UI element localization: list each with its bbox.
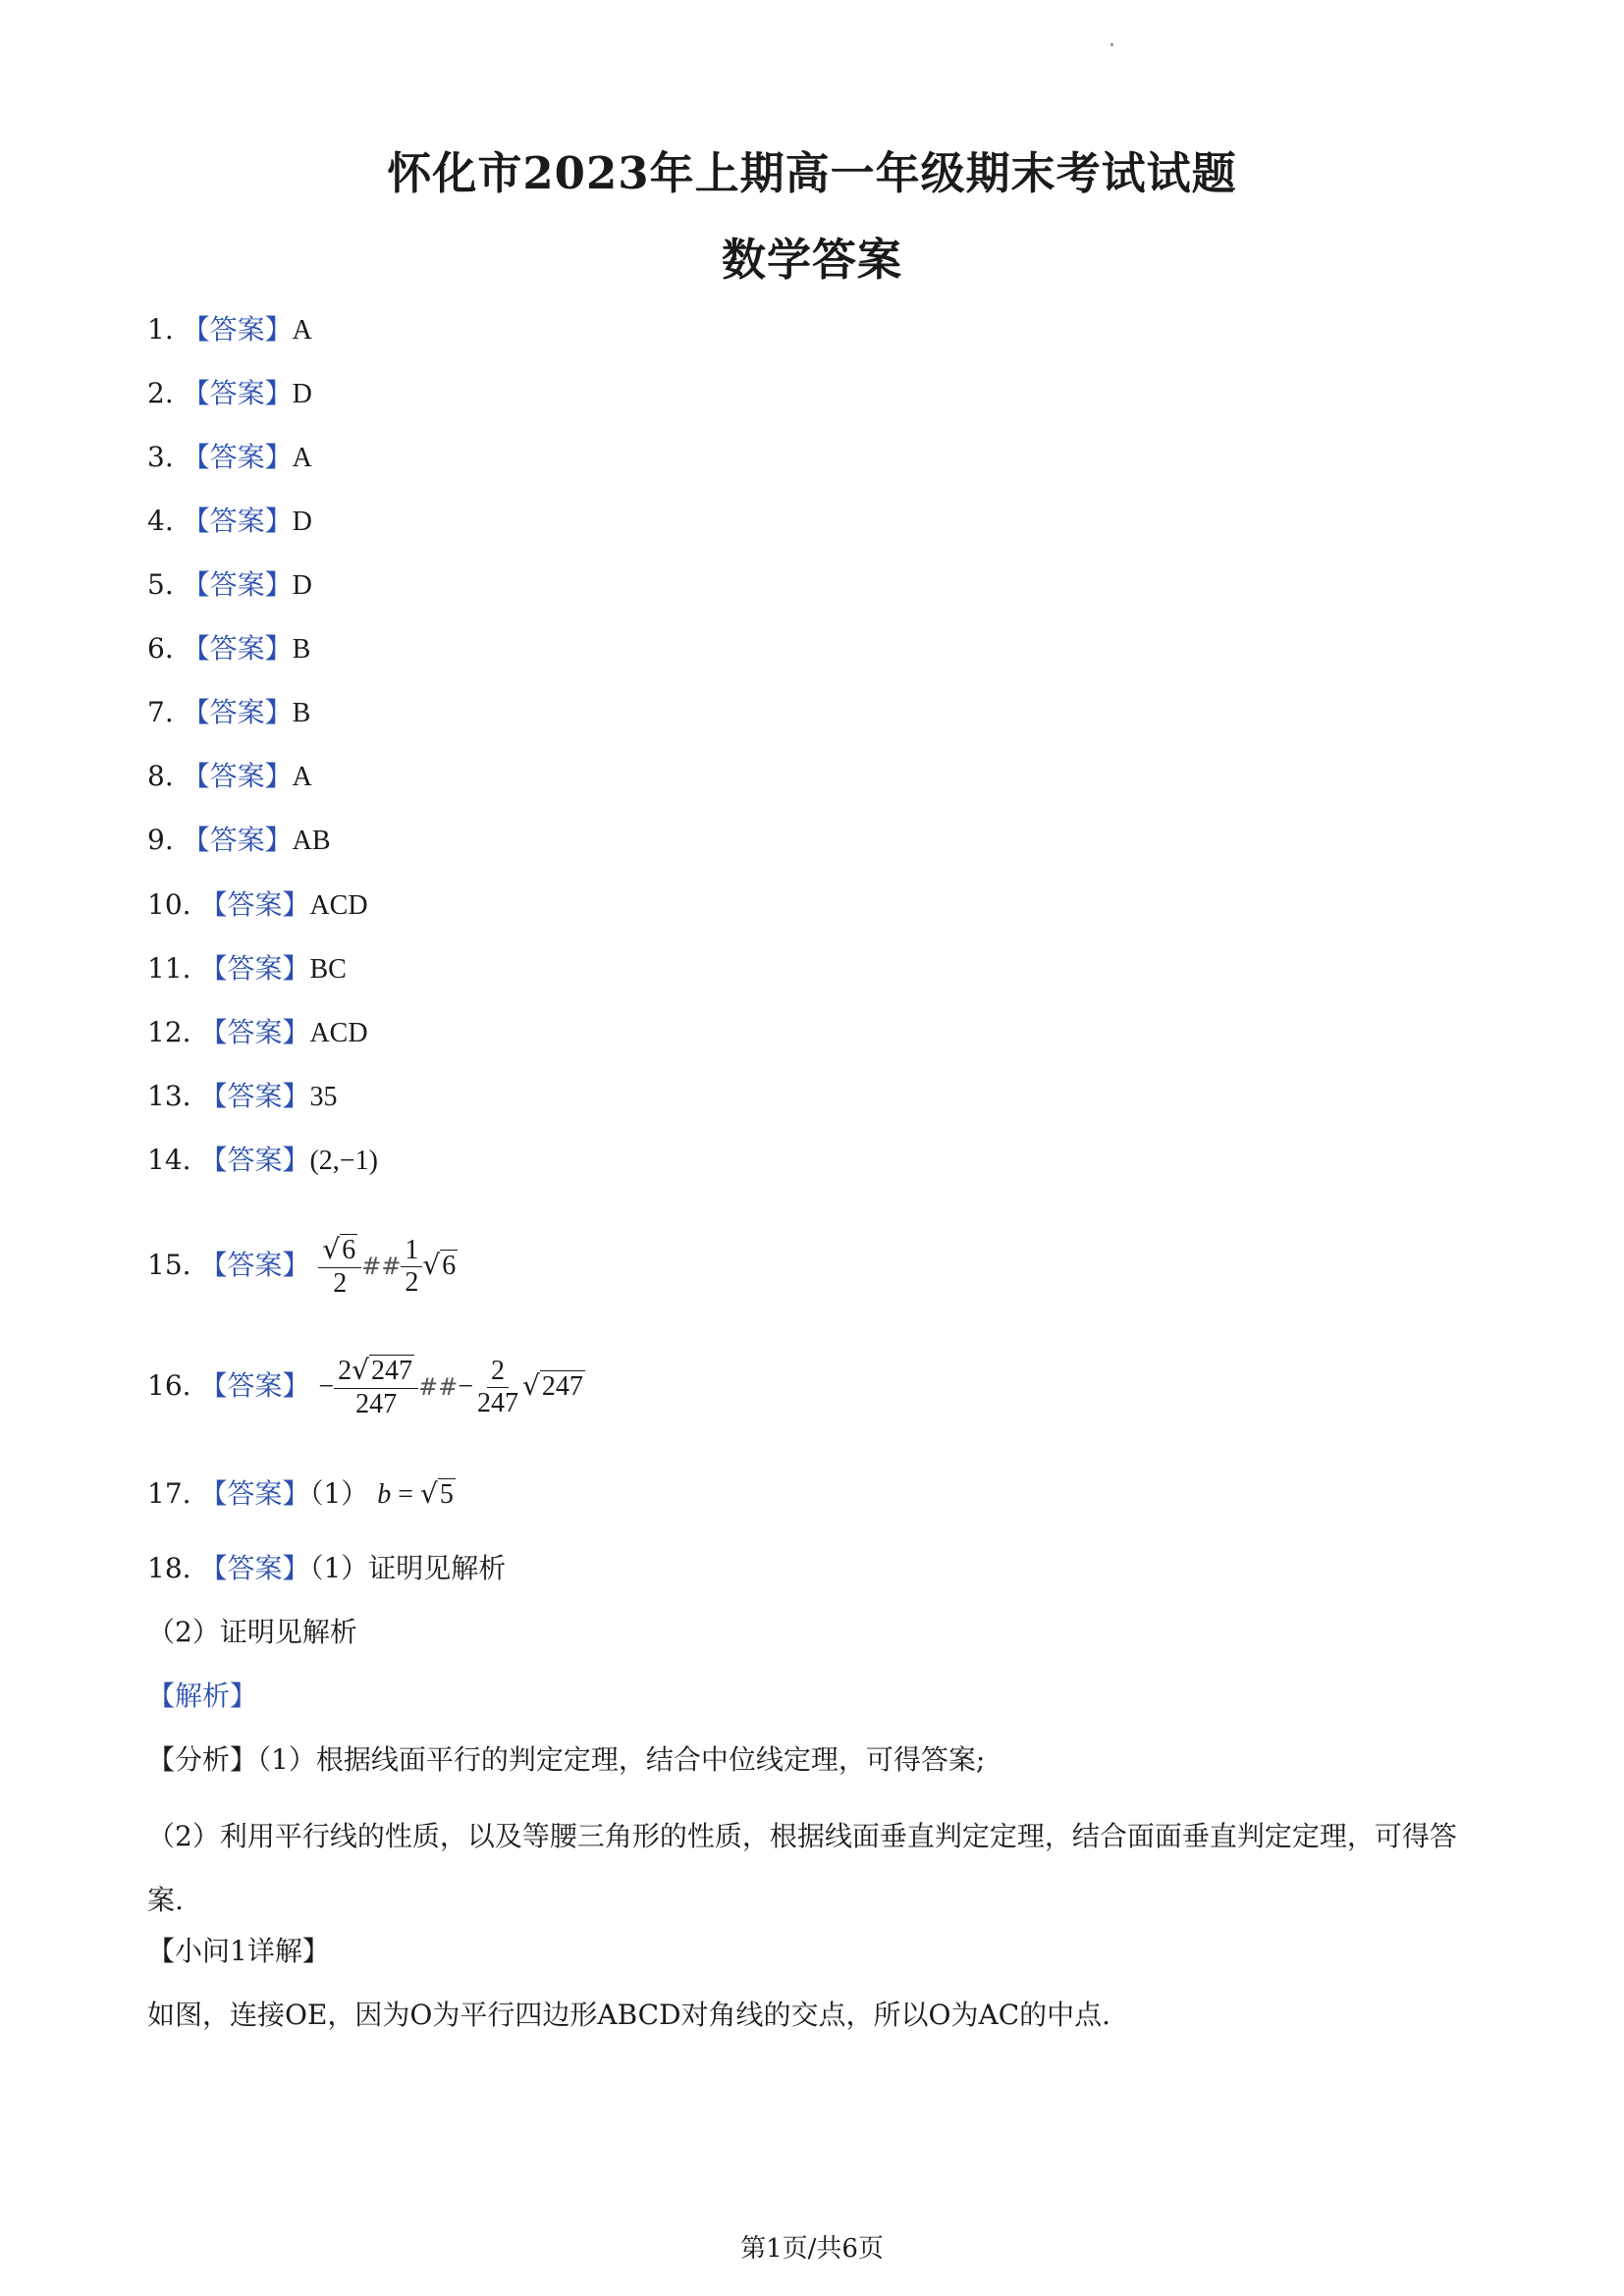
answer-number: 3. [147, 441, 174, 473]
answer-number: 8. [147, 760, 174, 792]
answer-number: 12. [147, 1016, 191, 1048]
answer-item-8 [147, 757, 312, 796]
answer-number: 10. [147, 888, 191, 921]
answer-item-13 [147, 1077, 337, 1116]
answer-tag: 【答案】 [182, 824, 293, 856]
sqrt-5: √5 [419, 1477, 454, 1510]
answer-item-3 [147, 438, 312, 477]
fenxi-line: 【分析】（1）根据线面平行的判定定理，结合中位线定理，可得答案; [147, 1743, 986, 1776]
answer-value: ACD [309, 1018, 368, 1048]
answer-value: A [292, 762, 312, 792]
fraction-2-over-247: $\frac{2}{247}$ [477, 1355, 519, 1418]
answer-item-4 [147, 502, 312, 541]
answer-number: 4. [147, 505, 174, 537]
answer-tag: 【答案】 [199, 1552, 310, 1584]
answer-tag: 【答案】 [182, 505, 293, 537]
page-dot [1110, 43, 1113, 46]
xiaowen-heading: 【小问1详解】 [147, 1935, 330, 1967]
answer-item-12 [147, 1013, 368, 1052]
answer-item-15 [147, 1231, 458, 1300]
answer-tag: 【答案】 [199, 1249, 310, 1281]
separator: ## [418, 1373, 459, 1401]
answer-value: D [292, 570, 312, 601]
answer-tag: 【答案】 [199, 888, 310, 921]
jiexi-heading: 【解析】 [147, 1680, 258, 1712]
answer-tag: 【答案】 [199, 1144, 310, 1176]
answer-number: 2. [147, 377, 174, 409]
answer-number: 7. [147, 696, 174, 728]
answer-value: BC [309, 954, 347, 985]
answer-value: B [292, 698, 311, 728]
answer-value: B [292, 634, 311, 665]
answer-item-1 [147, 310, 312, 349]
answer-item-16: 16. 【答案】 − $\frac{2√247}{247}$ ##− $\frac{2}{247}$ √247 [147, 1352, 585, 1420]
answer-tag: 【答案】 [199, 1369, 310, 1402]
answer-value: ACD [309, 890, 368, 921]
page-footer: 第1页/共6页 [740, 2234, 884, 2264]
sqrt-6: √6 [422, 1249, 457, 1281]
answer-number: 16. [147, 1369, 191, 1402]
answer-value: 35 [309, 1082, 338, 1112]
answer-number: 13. [147, 1080, 191, 1112]
answer-item-11 [147, 949, 347, 988]
answer-tag: 【答案】 [182, 441, 293, 473]
answer-number: 5. [147, 568, 174, 601]
answer-tag: 【答案】 [199, 1477, 310, 1510]
answer-tag: 【答案】 [182, 632, 293, 665]
answer-value: AB [292, 826, 331, 856]
answer-item-10 [147, 885, 368, 925]
answer-tag: 【答案】 [199, 952, 310, 985]
answer-tag: 【答案】 [199, 1016, 310, 1048]
fraction-one-half: $\frac{1}{2}$ [401, 1235, 422, 1299]
answer-tag: 【答案】 [182, 568, 293, 601]
answer-tag: 【答案】 [182, 313, 293, 346]
answer-tag: 【答案】 [182, 696, 293, 728]
answer-item-14 [147, 1141, 378, 1180]
answer-value: (2,−1) [309, 1146, 378, 1176]
fenxi-line-2: （2）利用平行线的性质，以及等腰三角形的性质，根据线面垂直判定定理，结合面面垂直判定定理，可得答案. [147, 1820, 1457, 1916]
detail-line: 如图，连接OE，因为O为平行四边形ABCD对角线的交点，所以O为AC的中点. [147, 1999, 1111, 2031]
answer-item-9 [147, 821, 331, 860]
answer-number: 1. [147, 313, 174, 346]
answer-item-2 [147, 374, 312, 413]
page-title: 怀化市2023年上期高一年级期末考试试题 [387, 147, 1237, 199]
separator: ## [361, 1253, 402, 1280]
answer-tag: 【答案】 [182, 760, 293, 792]
answer-value: D [292, 379, 312, 409]
answer-value: D [292, 507, 312, 537]
answer-number: 14. [147, 1144, 191, 1176]
answer-value: A [292, 315, 312, 346]
sqrt-247: √247 [522, 1369, 583, 1402]
fraction-sqrt6-over-2: $\frac{√6}{2}$ [318, 1234, 361, 1299]
fraction-2sqrt247-over-247: $\frac{2√247}{247}$ [334, 1355, 418, 1419]
answer-number: 18. [147, 1552, 191, 1584]
page-subtitle: 数学答案 [721, 234, 902, 286]
answer-number: 17. [147, 1477, 191, 1510]
answer-item-18: 18. 【答案】（1）证明见解析 [147, 1549, 506, 1588]
answer-value: A [292, 443, 312, 473]
answer-number: 6. [147, 632, 174, 665]
answer-item-5 [147, 565, 312, 605]
answer-tag: 【答案】 [182, 377, 293, 409]
answer-number: 11. [147, 952, 191, 985]
answer-item-6 [147, 629, 310, 668]
answer-number: 9. [147, 824, 174, 856]
answer-number: 15. [147, 1249, 191, 1281]
answer-tag: 【答案】 [199, 1080, 310, 1112]
q18-part2: （2）证明见解析 [147, 1616, 357, 1648]
answer-item-7 [147, 693, 310, 732]
answer-item-17: 17. 【答案】（1） b = √5 [147, 1474, 456, 1514]
